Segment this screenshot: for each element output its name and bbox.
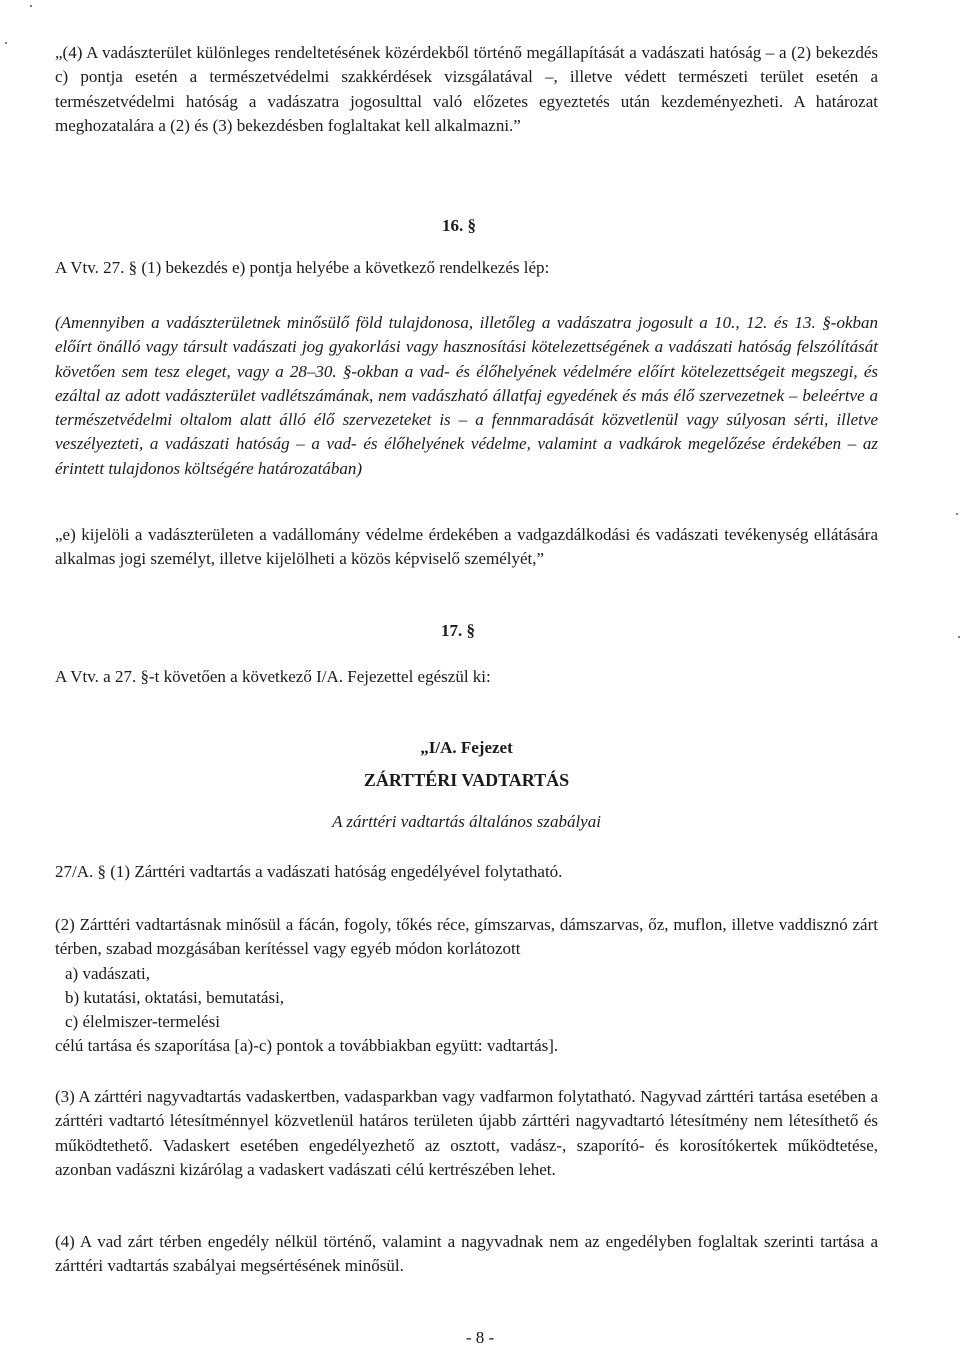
paragraph-amendment-4: „(4) A vadászterület különleges rendeltetésének közérdekből történő megállapítását a vadászati hatóság – a (2) bekezdés c) pontja esetén a természetvédelmi szakkérdések vizsgálatával –, illetve védett természeti terület esetén a természetvédelmi hatóság a vadászatra jogosulttal való előzetes egyeztetés után kezdeményezheti. A határozat meghozatalára a (2) és (3) bekezdésben foglaltakat kell alkalmazni.”	[55, 43, 878, 135]
scan-speck	[5, 42, 7, 44]
list-item-b: b) kutatási, oktatási, bemutatási,	[65, 987, 285, 1007]
paragraph-vtv-27-1e: A Vtv. 27. § (1) bekezdés e) pontja helyébe a következő rendelkezés lép:	[55, 258, 550, 277]
chapter-number: „I/A. Fejezet	[420, 738, 513, 757]
section-17-heading: 17. §	[441, 621, 475, 640]
list-item-a: a) vadászati,	[65, 963, 150, 983]
chapter-subtitle: A zárttéri vadtartás általános szabályai	[332, 812, 601, 831]
paragraph-27a-2	[55, 913, 878, 1059]
list-item-c: c) élelmiszer-termelési	[65, 1012, 220, 1032]
paragraph-27a-2-end: célú tartása és szaporítása [a)-c) pontok a továbbiakban együtt: vadtartás].	[55, 1036, 559, 1056]
paragraph-27a-2-text: (2) Zárttéri vadtartásnak minősül a fácán, fogoly, tőkés réce, gímszarvas, dámszarvas, őz, muflon, illetve vaddisznó zárt térben, szabad mozgásában kerítéssel vagy egyéb módon korlátozott	[55, 915, 878, 959]
paragraph-italic-context: (Amennyiben a vadászterületnek minősülő föld tulajdonosa, illetőleg a vadászatra jogosult a 10., 12. és 13. §-okban előírt önálló vagy társult vadászati jog gyakorlási vagy hasznosítási kötelezettségének a vadászati hatóság felszólítását követően sem tesz eleget, vagy a 28–30. §-okban a vad- és élőhelyének védelmére előírt kötelezettségeit megszegi, és ezáltal az adott vadászterület vadlétszámának, nem vadászható állatfaj egyedének és más élő szervezetnek – beleértve a természetvédelmi oltalom alatt álló élő szervezeteket is – a fennmaradását közvetlenül vagy súlyosan sérti, illetve veszélyezteti, a vadászati hatóság – a vad- és élőhelyének védelme, valamint a vadkárok megelőzése érdekében – az érintett tulajdonos költségére határozatában)	[55, 313, 878, 478]
paragraph-27a-1: 27/A. § (1) Zárttéri vadtartás a vadászati hatóság engedélyével folytatható.	[55, 862, 563, 881]
chapter-title: ZÁRTTÉRI VADTARTÁS	[363, 770, 570, 790]
scan-speck	[30, 5, 32, 7]
paragraph-chapter-intro: A Vtv. a 27. §-t követően a következő I/A. Fejezettel egészül ki:	[55, 667, 491, 686]
scan-speck	[956, 513, 958, 515]
paragraph-point-e: „e) kijelöli a vadászterületen a vadállomány védelme érdekében a vadgazdálkodási és vadászati tevékenység ellátására alkalmas jogi személyt, illetve kijelölheti a közös képviselő személyét,”	[55, 525, 878, 569]
paragraph-27a-4: (4) A vad zárt térben engedély nélkül történő, valamint a nagyvadnak nem az engedélyben foglaltak szerinti tartása a zárttéri vadtartás szabályai megsértésének minősül.	[55, 1232, 878, 1276]
page-number: - 8 -	[465, 1328, 495, 1347]
section-16-heading: 16. §	[442, 216, 476, 235]
paragraph-27a-3: (3) A zárttéri nagyvadtartás vadaskertben, vadasparkban vagy vadfarmon folytatható. Nagyvad zárttéri tartása esetében a zárttéri vadtartó létesítménnyel közvetlenül határos területen újabb zárttéri nagyvadtartó létesítmény nem létesíthető és működtethető. Vadaskert esetében engedélyezhető az osztott, vadász-, szaporító- és korosítókertek működtetése, azonban vadászni kizárólag a vadaskert vadászati célú kertrészében lehet.	[55, 1087, 878, 1179]
